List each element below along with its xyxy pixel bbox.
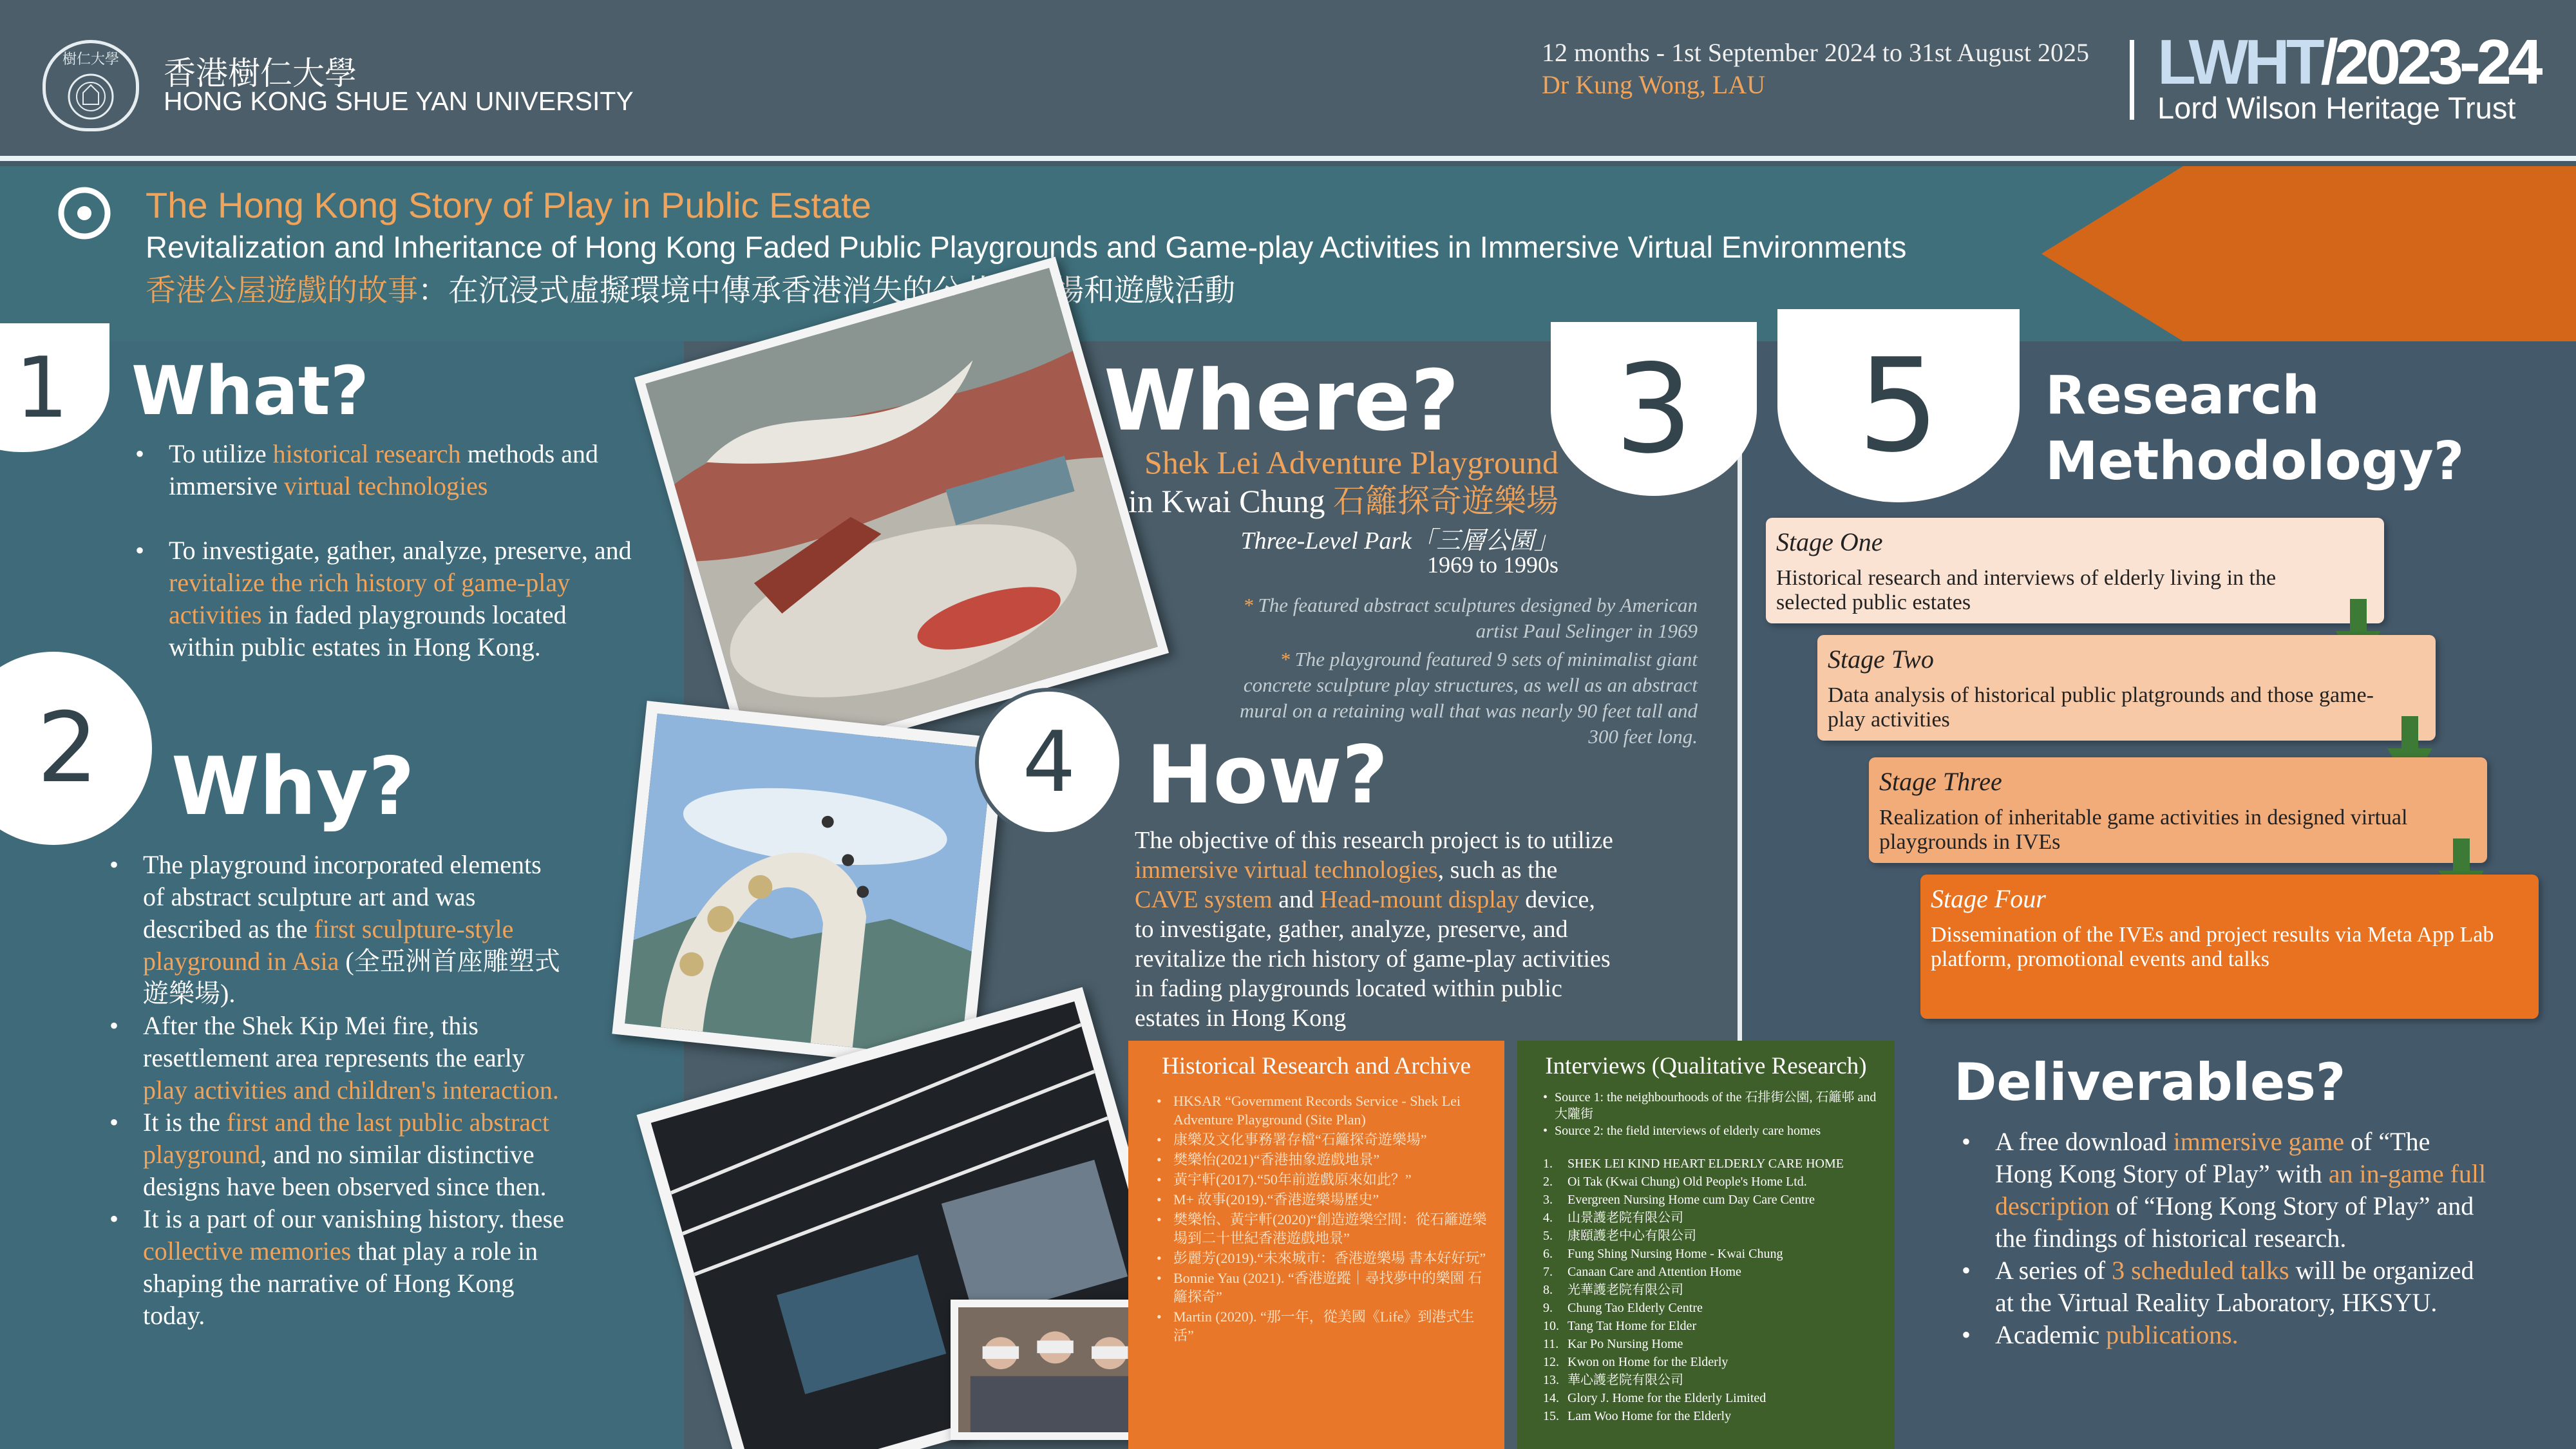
zh-title-highlight: 香港公屋遊戲的故事 [146,273,418,307]
how-paragraph: The objective of this research project is to utilize immersive virtual technologies, such as the CAVE system and Head-mount display device, to investigate, gather, analyze, preserve, and revitalize the rich history of game-play activities in fading playgrounds located within public estates in Hong Kong [1135,827,1613,1032]
care-home-item [1543,1191,1880,1209]
why-heading: Why? [171,741,415,833]
where-notes [1211,592,1698,750]
care-home-item [1543,1299,1880,1317]
deliverable-item: • A series of 3 scheduled talks will be organized at the Virtual Reality Laboratory, HKSYU. [1955,1255,2490,1319]
care-home-number: 14. [1543,1391,1559,1405]
care-home-number: 9. [1543,1301,1553,1315]
where-heading: Where? [1104,352,1459,450]
care-home-item [1543,1407,1880,1425]
archive-bullet: • [1157,1270,1162,1286]
care-home-item [1543,1155,1880,1173]
sculpture-climbing-photo [612,701,1005,1072]
section-number-1: 1 [0,323,109,452]
care-home-name: Canaan Care and Attention Home [1567,1265,1741,1279]
interviews-box [1517,1041,1895,1449]
care-home-name: Kar Po Nursing Home [1567,1337,1683,1351]
care-home-item [1543,1173,1880,1191]
stage-2-box [1817,635,2436,741]
stage-title: Stage One [1776,527,1883,556]
care-home-item [1543,1245,1880,1263]
section-number-3: 3 [1551,322,1757,496]
care-home-number: 4. [1543,1211,1553,1225]
care-home-name: Fung Shing Nursing Home - Kwai Chung [1567,1247,1783,1261]
stage-title: Stage Four [1931,884,2046,913]
why-list [103,849,567,1332]
care-home-item [1543,1353,1880,1371]
care-home-name: Glory J. Home for the Elderly Limited [1567,1391,1766,1405]
care-home-item [1543,1227,1880,1245]
trust-name: Lord Wilson Heritage Trust [2157,91,2516,125]
seal-text: 樹仁大學 [62,51,119,67]
methodology-heading-line2: Methodology? [2045,431,2465,492]
care-home-name: 光華護老院有限公司 [1567,1283,1683,1297]
stage-title: Stage Two [1828,645,1934,674]
care-home-item [1543,1209,1880,1227]
how-heading: How? [1146,729,1388,822]
care-home-name: Chung Tao Elderly Centre [1567,1301,1703,1315]
care-home-name: Oi Tak (Kwai Chung) Old People's Home Ltd. [1567,1175,1807,1189]
park-years: 1969 to 1990s [1426,552,1558,578]
archive-item-text: 黃宇軒(2017).“50年前遊戲原來如此？” [1173,1171,1412,1188]
care-home-name: Kwon on Home for the Elderly [1567,1355,1728,1369]
what-item: • To utilize historical research methods and immersive virtual technologies [129,438,638,502]
archive-item-text: 樊樂怡、黃宇軒(2020)“創造遊樂空間：從石籬遊樂場到二十世紀香港遊戲地景” [1173,1211,1487,1246]
header-divider [0,156,2576,161]
park-name: Three-Level Park「三層公園」 [1240,527,1558,554]
place-district-line: in Kwai Chung 石籬探奇遊樂場 [1128,483,1558,519]
care-home-name: 康頤護老中心有限公司 [1567,1229,1696,1243]
archive-bullet: • [1157,1132,1162,1148]
care-home-name: Lam Woo Home for the Elderly [1567,1409,1732,1423]
lwht-year: /2023-24 [2320,26,2539,97]
what-heading: What? [131,352,369,430]
archive-list [1142,1092,1490,1345]
care-home-number: 6. [1543,1247,1553,1261]
deliverable-item: • Academic publications. [1955,1319,2490,1351]
archive-item-text: 彭麗芳(2019).“未來城市：香港遊樂場 書本好好玩” [1173,1250,1486,1266]
stage-3-box [1869,757,2487,863]
interview-source: • Source 2: the field interviews of elderly care homes [1543,1124,1821,1138]
archive-item [1157,1092,1490,1129]
target-icon [57,185,112,241]
archive-bullet: • [1157,1250,1162,1266]
archive-bullet: • [1157,1211,1162,1227]
stage-description: Dissemination of the IVEs and project results via Meta App Lab platform, promotional events and talks [1931,923,2494,971]
care-home-number: 15. [1543,1409,1559,1423]
archive-item [1157,1150,1490,1169]
care-home-number: 10. [1543,1319,1559,1333]
care-home-item [1543,1263,1880,1281]
care-home-number: 11. [1543,1337,1559,1351]
interview-source: • Source 1: the neighbourhoods of the 石排街公園, 石籬邨 and 大隴街 [1543,1090,1877,1121]
archive-bullet: • [1157,1171,1162,1188]
archive-bullet: • [1157,1309,1162,1325]
care-home-name: 華心護老院有限公司 [1567,1373,1683,1387]
archive-title: Historical Research and Archive [1162,1053,1471,1079]
archive-item [1157,1190,1490,1209]
stage-1-box [1766,518,2384,623]
lwht-divider [2130,40,2134,120]
university-name-en: HONG KONG SHUE YAN UNIVERSITY [164,86,634,116]
care-home-number: 1. [1543,1157,1553,1171]
archive-bullet: • [1157,1151,1162,1168]
archive-item [1157,1130,1490,1149]
why-item: • After the Shek Kip Mei fire, this resettlement area represents the early play activities and children's interaction. [103,1010,567,1106]
zh-title-rest: ：在沉浸式虛擬環境中傳承香港消失的公共遊樂場和遊戲活動 [418,273,1235,307]
archive-box [1128,1041,1504,1449]
care-home-number: 13. [1543,1373,1559,1387]
care-home-name: Evergreen Nursing Home cum Day Care Centre [1567,1193,1815,1207]
archive-item-text: HKSAR “Government Records Service - Shek Lei Adventure Playground (Site Plan) [1173,1093,1461,1128]
care-home-item [1543,1317,1880,1335]
archive-item-text: 康樂及文化事務署存檔“石籬探奇遊樂場” [1173,1132,1427,1148]
where-note-2: * The playground featured 9 sets of minimalist giant concrete sculpture play structures, as well as an abstract mural on a retaining wall that was nearly 90 feet tall and 300 feet long. [1240,648,1698,748]
stage-description: Realization of inheritable game activities in designed virtual playgrounds in IVEs [1879,806,2408,854]
lwht-logo [2157,26,2539,99]
care-home-item [1543,1281,1880,1299]
archive-item [1157,1210,1490,1247]
care-home-number: 12. [1543,1355,1559,1369]
principal-investigator: Dr Kung Wong, LAU [1542,70,1766,99]
archive-item-text: Bonnie Yau (2021). “香港遊蹤｜尋找夢中的樂園 石籬探奇” [1173,1270,1482,1305]
why-item: • It is a part of our vanishing history. these collective memories that play a role in shaping the narrative of Hong Kong today. [103,1203,567,1332]
stage-4-box [1920,875,2539,1019]
archive-item [1157,1269,1490,1306]
archive-item [1157,1249,1490,1267]
care-home-number: 3. [1543,1193,1553,1207]
methodology-heading-line1: Research [2045,365,2320,426]
care-home-number: 7. [1543,1265,1553,1279]
methodology-heading [2045,363,2464,495]
care-home-number: 5. [1543,1229,1553,1243]
lwht-mark: LWHT [2157,26,2321,97]
sources-list [1531,1089,1880,1139]
why-item: • The playground incorporated elements of abstract sculpture art and was described as the first sculpture-style playground in Asia (全亞洲首座雕塑式遊樂場). [103,849,567,1010]
archive-bullet: • [1157,1191,1162,1208]
deliverable-item: • A free download immersive game of “The Hong Kong Story of Play” with an in-game full description of “Hong Kong Story of Play” and the findings of historical research. [1955,1126,2490,1255]
care-home-item [1543,1371,1880,1389]
archive-item [1157,1307,1490,1345]
section-number-4: 4 [975,688,1123,836]
archive-item [1157,1170,1490,1189]
university-name-zh: 香港樹仁大學 [164,55,357,91]
deliverables-heading: Deliverables? [1954,1052,2346,1112]
what-item: • To investigate, gather, analyze, preserve, and revitalize the rich history of game-play activities in faded playgrounds located within public estates in Hong Kong. [129,535,638,663]
archive-item-text: Martin (2020). “那一年，從美國《Life》到港式生活” [1173,1309,1475,1343]
where-location [1056,443,1558,520]
where-note-1: * The featured abstract sculptures designed by American artist Paul Selinger in 1969 [1243,594,1698,642]
section-number-2: 2 [0,652,152,845]
what-list [129,438,638,663]
care-home-number: 2. [1543,1175,1553,1189]
project-title: The Hong Kong Story of Play in Public Estate [146,185,871,225]
care-home-name: 山景護老院有限公司 [1567,1211,1683,1225]
project-subtitle: Revitalization and Inheritance of Hong Kong Faded Public Playgrounds and Game-play Activities in Immersive Virtual Environments [146,230,1907,264]
section-number-5: 5 [1777,309,2020,502]
archive-item-text: 樊樂怡(2021)“香港抽象遊戲地景” [1173,1151,1380,1168]
stage-description: Historical research and interviews of elderly living in the selected public estates [1776,566,2277,614]
deliverables-list [1955,1126,2490,1351]
stage-description: Data analysis of historical public platgrounds and those game-play activities [1828,683,2374,732]
archive-item-text: M+ 故事(2019).“香港遊樂場歷史” [1173,1191,1379,1208]
care-home-name: SHEK LEI KIND HEART ELDERLY CARE HOME [1567,1157,1844,1171]
care-home-number: 8. [1543,1283,1553,1297]
care-home-item [1543,1335,1880,1353]
seal-emblem-icon [65,71,117,122]
stage-title: Stage Three [1879,767,2002,796]
care-home-name: Tang Tat Home for Elder [1567,1319,1697,1333]
project-period: 12 months - 1st September 2024 to 31st August 2025 [1542,38,2089,67]
place-name-en: Shek Lei Adventure Playground [1144,444,1558,480]
university-seal [43,40,139,131]
care-home-item [1543,1389,1880,1407]
interviews-title: Interviews (Qualitative Research) [1545,1053,1867,1079]
project-title-zh [146,267,1235,310]
archive-bullet: • [1157,1093,1162,1109]
why-item: • It is the first and the last public abstract playground, and no similar distinctive designs have been observed since then. [103,1106,567,1203]
care-homes-list [1531,1155,1880,1425]
